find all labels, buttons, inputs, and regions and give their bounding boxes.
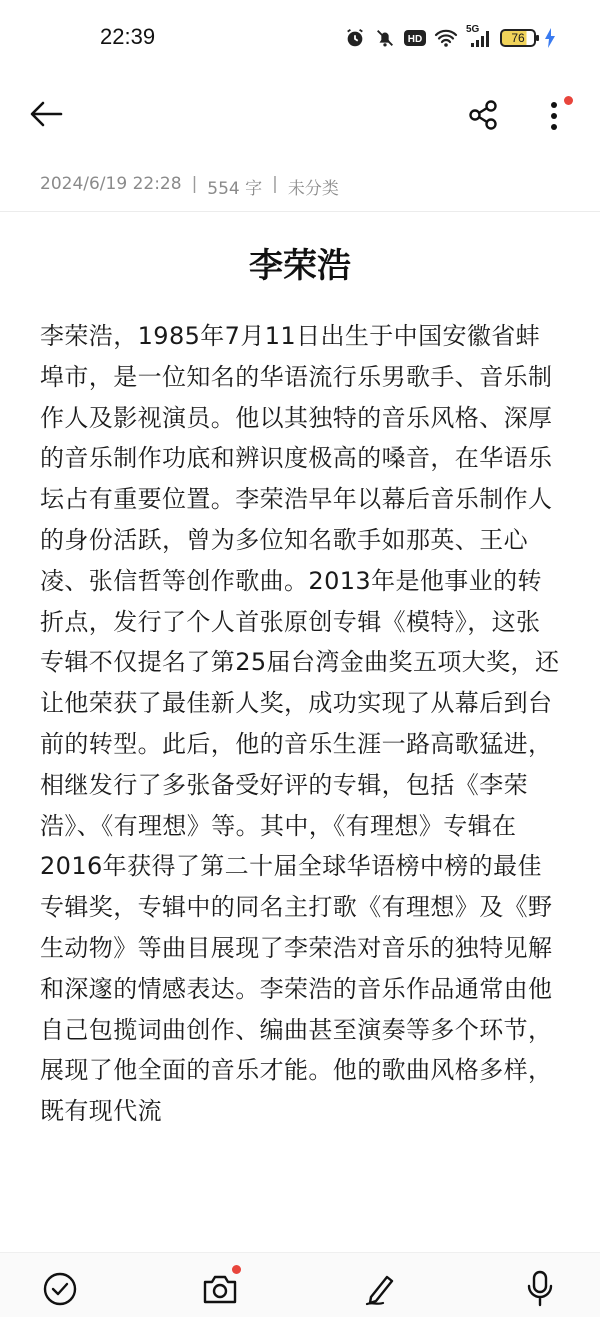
battery-icon [500, 29, 536, 47]
mute-bell-icon [374, 27, 396, 49]
checklist-icon [42, 1271, 78, 1307]
battery-level: 76 [511, 31, 525, 45]
meta-separator: | [272, 174, 278, 194]
note-body[interactable]: 李荣浩，1985年7月11日出生于中国安徽省蚌埠市，是一位知名的华语流行乐男歌手、音乐制作人及影视演员。他以其独特的音乐风格、深厚的音乐制作功底和辨识度极高的嗓音，在华语乐坛占有重要位置。李荣浩早年以幕后音乐制作人的身份活跃，曾为多位知名歌手如那英、王心凌、张信哲等创作歌曲。2013年是他事业的转折点，发行了个人首张原创专辑《模特》，这张专辑不仅提名了第25届台湾金曲奖五项大奖，还让他荣获了最佳新人奖，成功实现了从幕后到台前的转型。此后，他的音乐生涯一路高歌猛进，相继发行了多张备受好评的专辑，包括《李荣浩》、《有理想》等。其中，《有理想》专辑在2016年获得了第二十届全球华语榜中榜的最佳专辑奖，专辑中的同名主打歌《有理想》及《野生动物》等曲目展现了李荣浩对音乐的独特见解和深邃的情感表达。李荣浩的音乐作品通常由他自己包揽词曲创作、编曲甚至演奏等多个环节，展现了他全面的音乐才能。他的歌曲风格多样，既有现代流 [40, 322, 560, 1126]
status-bar [0, 0, 600, 76]
note-category[interactable]: 未分类 [287, 179, 339, 199]
status-time: 22:39 [100, 24, 156, 49]
alarm-icon [344, 27, 366, 49]
note-datetime: 2024/6/19 22:28 [40, 174, 182, 194]
share-icon [467, 99, 499, 131]
voice-button[interactable] [518, 1267, 562, 1311]
more-vertical-icon [550, 101, 558, 131]
divider [0, 211, 600, 212]
hd-label: HD [407, 34, 423, 45]
more-options-button[interactable] [536, 94, 572, 138]
arrow-left-icon [29, 100, 63, 128]
hd-icon [404, 29, 426, 47]
top-toolbar [0, 76, 600, 156]
checklist-button[interactable] [38, 1267, 82, 1311]
note-meta [40, 174, 339, 199]
charging-icon [544, 28, 556, 48]
share-button[interactable] [462, 94, 504, 136]
notification-dot [564, 96, 573, 105]
camera-button[interactable] [198, 1267, 242, 1311]
pen-icon [363, 1271, 397, 1307]
note-title[interactable]: 李荣浩 [249, 246, 351, 286]
camera-icon [202, 1272, 238, 1306]
draw-button[interactable] [358, 1267, 402, 1311]
bottom-toolbar [0, 1252, 600, 1317]
network-type: 5G [466, 24, 480, 35]
note-word-count: 554 字 [207, 179, 263, 199]
microphone-icon [525, 1270, 555, 1308]
back-button[interactable] [26, 94, 66, 134]
wifi-icon [434, 28, 458, 48]
camera-notification-dot [232, 1265, 241, 1274]
status-icons [344, 24, 556, 52]
signal-icon [466, 24, 492, 48]
meta-separator: | [191, 174, 198, 194]
